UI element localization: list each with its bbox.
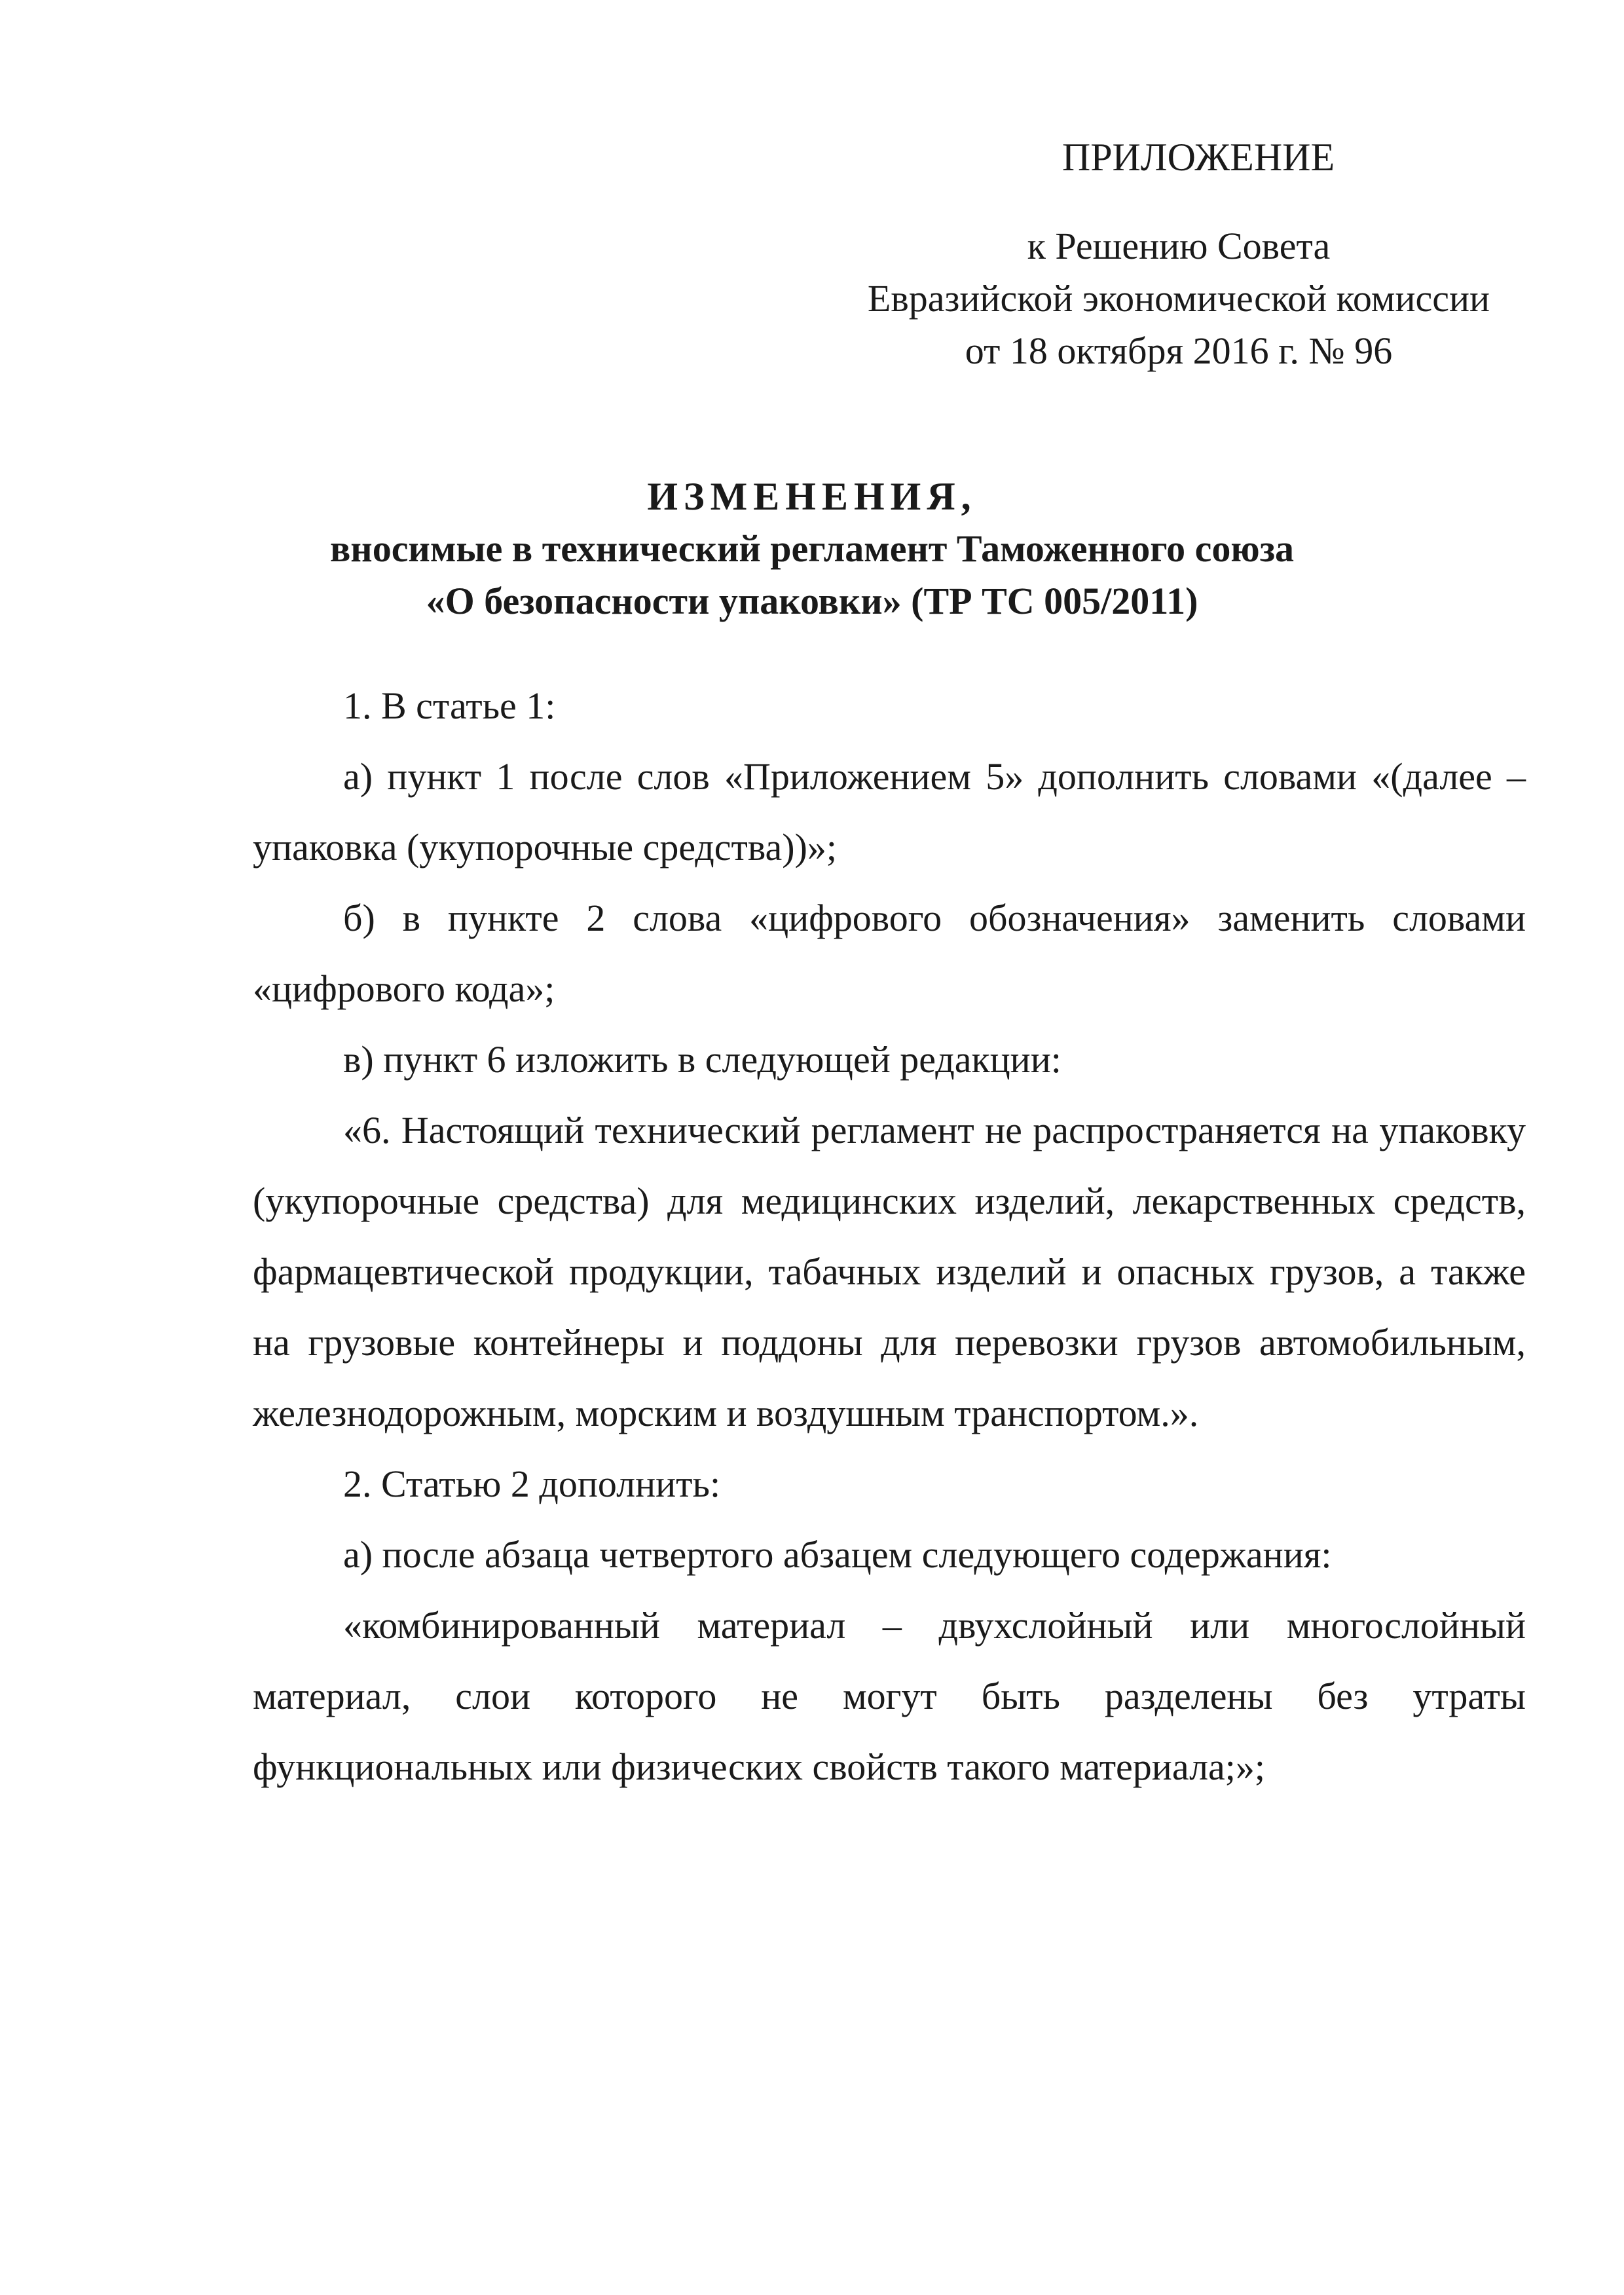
paragraph-point-6-text: «6. Настоящий технический регламент не распространяется на упаковку (укупорочные средства) для медицинских изделий, лекарственных средств, фармацевтической продукции, табачных изделий и опасных грузов, а также на грузовые контейнеры и поддоны для перевозки грузов автомобильным, железнодорожным, морским и воздушным транспортом.». bbox=[253, 1109, 1526, 1434]
paragraph-article-1: 1. В статье 1: bbox=[343, 684, 556, 727]
document-body bbox=[253, 671, 1526, 1802]
appendix-title: ПРИЛОЖЕНИЕ bbox=[1061, 136, 1335, 179]
paragraph-article-2: 2. Статью 2 дополнить: bbox=[343, 1463, 721, 1505]
paragraph-combined-material-definition: «комбинированный материал – двухслойный или многослойный материал, слои которого не могут быть разделены без утраты функциональных или физических свойств такого материала;»; bbox=[253, 1604, 1526, 1788]
appendix-block bbox=[812, 131, 1545, 377]
heading-subtitle: вносимые в технический регламент Таможенного союза bbox=[329, 527, 1295, 570]
document-heading bbox=[249, 470, 1375, 627]
heading-regulation-name: «О безопасности упаковки» (ТР ТС 005/2011) bbox=[426, 580, 1198, 622]
paragraph-item-b: б) в пункте 2 слова «цифрового обозначения» заменить словами «цифрового кода»; bbox=[253, 897, 1526, 1010]
paragraph-item-a: а) пункт 1 после слов «Приложением 5» дополнить словами «(далее – упаковка (укупорочные средства))»; bbox=[253, 755, 1526, 868]
appendix-line-commission: Евразийской экономической комиссии bbox=[867, 277, 1490, 320]
heading-title: ИЗМЕНЕНИЯ, bbox=[647, 475, 977, 518]
paragraph-item-v: в) пункт 6 изложить в следующей редакции: bbox=[343, 1038, 1061, 1081]
appendix-line-date: от 18 октября 2016 г. № 96 bbox=[965, 329, 1393, 372]
paragraph-article-2-item-a: а) после абзаца четвертого абзацем следующего содержания: bbox=[343, 1533, 1332, 1576]
appendix-line-decision: к Решению Совета bbox=[1027, 225, 1331, 267]
